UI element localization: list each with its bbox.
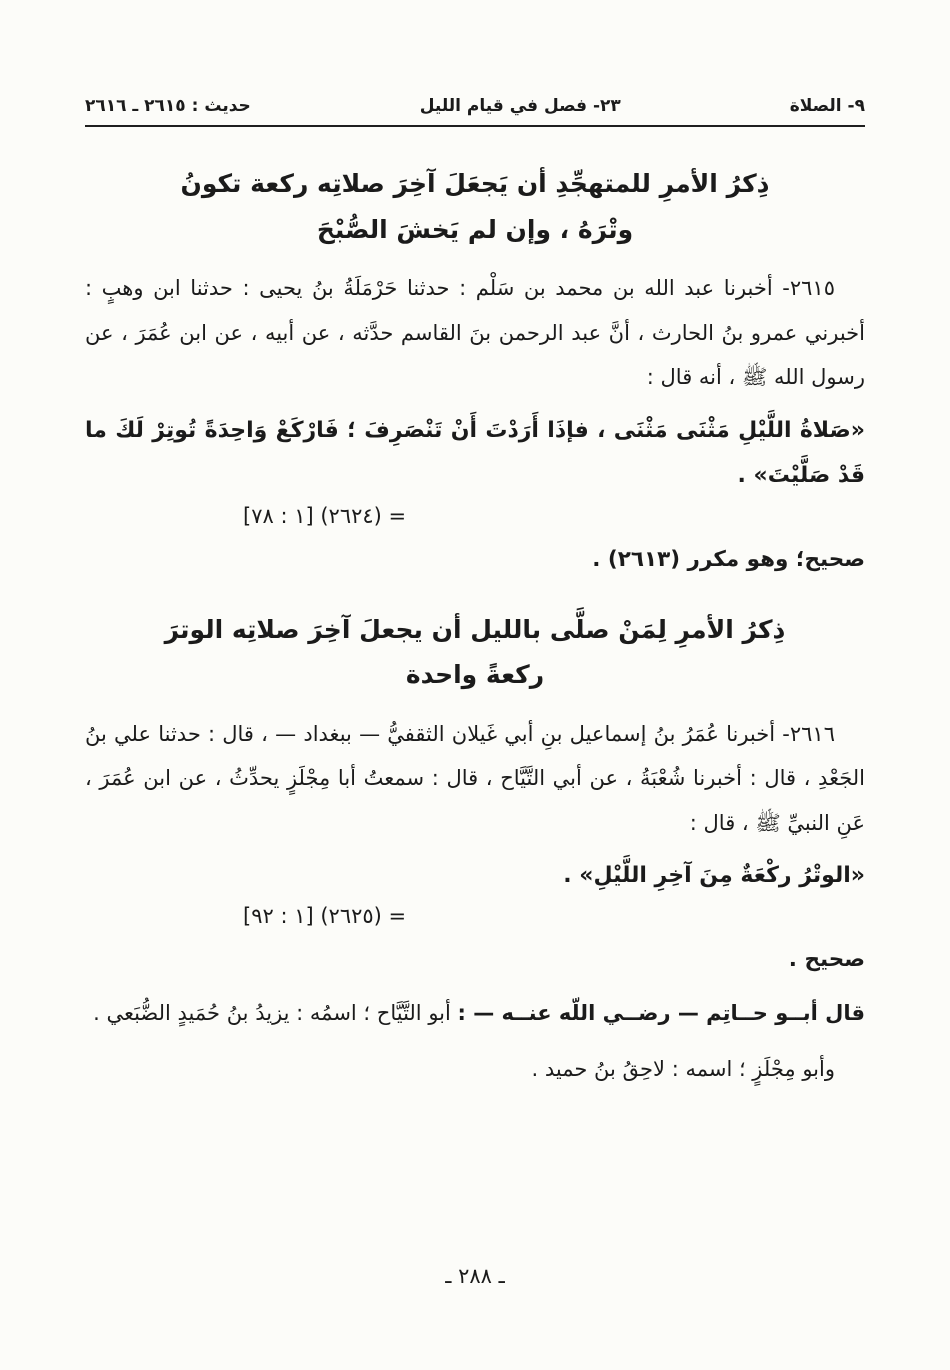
hadith-2615-isnad: ٢٦١٥- أخبرنا عبد الله بن محمد بن سَلْم : حدثنا حَرْمَلَةُ بنُ يحيى : حدثنا ابن وهبٍ : أخبرني عمرو بنُ الحارث ، أنَّ عبد الرحمن بنَ القاسم حدَّثه ، عن أبيه ، عن ابن عُمَرَ ، عن رسول الله ﷺ ، أنه قال : [85,276,865,390]
abu-hatim-note [85,991,865,1036]
hadith-2616-reference: = (٢٦٢٥) [١ : ٩٢] [243,904,407,929]
hadith-2615-reference: = (٢٦٢٤) [١ : ٧٨] [243,503,407,528]
hadith-2615-grading: صحيح؛ وهو مكرر (٢٦١٣) . [592,546,865,572]
hadith-2616-grading: صحيح . [788,947,865,973]
abu-hatim-note-body: أبو التَّيَّاح ؛ اسمُه : يزيدُ بنُ حُمَيدٍ الضُّبَعي . [93,1001,458,1026]
chapter-title-1-line1: ذِكرُ الأمرِ للمتهجِّدِ أن يَجعَلَ آخِرَ صلاتِه ركعة تكونُ [180,169,770,198]
running-header [85,96,865,116]
page-body [85,161,865,1092]
chapter-title-2 [85,607,865,698]
abu-hatim-note-lead: قال أبــو حــاتِم — رضــي اللّه عنــه — : [457,1001,865,1026]
abu-mijlaz-note: وأبو مِجْلَزٍ ؛ اسمه : لاحِقُ بنُ حميد . [531,1056,835,1081]
chapter-title-2-line2: ركعةً واحدة [405,660,545,690]
hadith-2616-isnad: ٢٦١٦- أخبرنا عُمَرُ بنُ إسماعيل بنِ أبي غَيلان الثقفيُّ — ببغداد — ، قال : حدثنا علي بنُ الجَعْدِ ، قال : أخبرنا شُعْبَةُ ، عن أبي التَّيَّاح ، قال : سمعتُ أبا مِجْلَزٍ يحدِّثُ ، عن ابن عُمَرَ ، عَنِ النبيِّ ﷺ ، قال : [85,721,865,835]
hadith-2616-matn: «الوتْرُ ركْعَةٌ مِنَ آخِرِ اللَّيْلِ» . [563,863,865,889]
chapter-title-1 [85,161,865,252]
page-number: ـ ٢٨٨ ـ [445,1264,505,1288]
header-hadith-range: حديث : ٢٦١٥ ـ ٢٦١٦ [85,96,251,116]
header-rule [85,125,865,127]
page-footer [0,1264,950,1288]
hadith-2615-matn: «صَلاةُ اللَّيْلِ مَثْنَى مَثْنَى ، فإذَا أَرَدْتَ أَنْ تَنْصَرِفَ ؛ فَارْكَعْ وَاحِدَةً تُوتِرْ لَكَ ما قَدْ صَلَّيْتَ» . [85,417,865,488]
header-chapter: ٢٣- فصل في قيام الليل [419,96,621,116]
chapter-title-2-line1: ذِكرُ الأمرِ لِمَنْ صلَّى بالليل أن يجعلَ آخِرَ صلاتِه الوترَ [164,614,786,644]
chapter-title-1-line2: وتْرَهُ ، وإن لم يَخشَ الصُّبْحَ [316,214,634,244]
header-section: ٩- الصلاة [789,96,865,116]
